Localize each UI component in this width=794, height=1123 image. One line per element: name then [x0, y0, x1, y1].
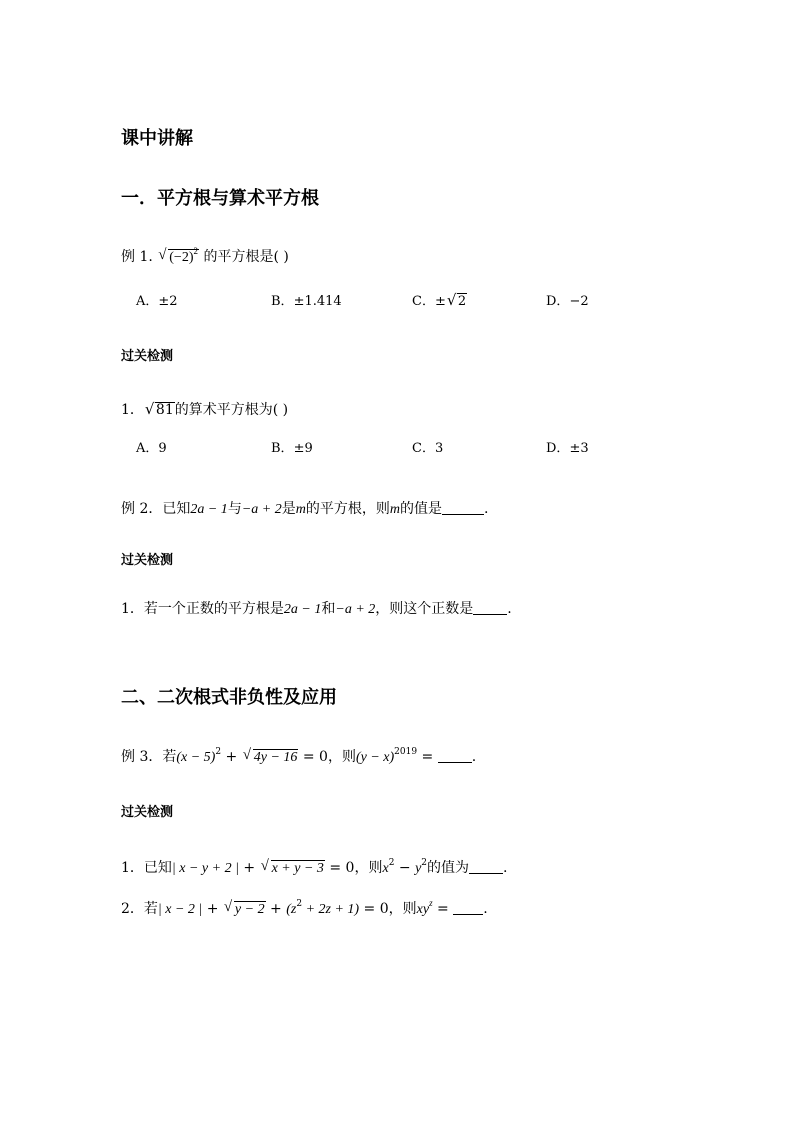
example-1-question	[121, 246, 289, 266]
example-3-question: 例 3．若$(x - 5)^2$ + √ 4y − 16 = 0，则$(y - x)^{2019}$ = .	[121, 746, 476, 766]
example-1-exponent: 2	[193, 246, 198, 256]
question-radicand: 81	[155, 402, 174, 418]
example-1-radicand: (−2)	[169, 250, 194, 265]
expression: 2a − 1	[190, 502, 228, 517]
example-2-question: 例 2．已知2a − 1与−a + 2是m的平方根，则m的值是 .	[121, 501, 489, 517]
check-heading-3: 过关检测	[121, 805, 174, 820]
expression: (y − x)	[355, 750, 395, 765]
check-1-option-b: B．±9	[271, 441, 313, 456]
answer-blank[interactable]	[453, 914, 483, 915]
answer-blank[interactable]	[469, 873, 503, 874]
question-number: 1．	[121, 402, 144, 418]
expression: −a + 2	[241, 502, 282, 517]
sqrt-symbol	[146, 402, 175, 418]
question-stem: 的算术平方根为( )	[174, 402, 289, 418]
example-1-option-d: D．−2	[546, 294, 589, 309]
check-heading-2: 过关检测	[121, 553, 174, 568]
answer-blank[interactable]	[438, 762, 472, 763]
example-1-option-c: C．±√ 2	[412, 290, 467, 309]
check-3-question-1: 1．已知| x − y + 2 | + √ x + y − 3 = 0，则$x^2 - y^2$的值为 .	[121, 857, 507, 877]
sqrt-symbol: √ 4y − 16	[244, 749, 299, 766]
section-1-title: 一．平方根与算术平方根	[121, 188, 319, 209]
check-heading-1: 过关检测	[121, 349, 174, 364]
page-title: 课中讲解	[121, 128, 193, 149]
check-1-option-d: D．±3	[546, 441, 589, 456]
example-1-option-b: B．±1.414	[271, 294, 342, 309]
check-1-option-c: C．3	[412, 441, 444, 456]
example-1-stem: 的平方根是( )	[203, 249, 289, 265]
check-1-option-a: A．9	[136, 441, 167, 456]
absolute-value: | x − 2 |	[157, 902, 203, 917]
sqrt-symbol: √ y − 2	[225, 901, 266, 918]
expression: 2a − 1	[283, 602, 322, 617]
sqrt-symbol: √ 2	[448, 293, 467, 309]
sqrt-symbol: √ x + y − 3	[262, 860, 325, 877]
sqrt-symbol	[159, 246, 199, 266]
section-2-title: 二、二次根式非负性及应用	[121, 687, 337, 708]
check-3-question-2: 2．若| x − 2 | + √ $y - 2 + (z^2 + 2z + 1) = 0$，则$xy^z$ = .	[121, 898, 488, 918]
example-1-label: 例 1.	[121, 249, 153, 265]
example-1-option-a: A．±2	[136, 294, 178, 309]
expression: −a + 2	[335, 602, 376, 617]
expression: (x − 5)	[176, 750, 216, 765]
absolute-value: | x − y + 2 |	[171, 861, 239, 876]
check-1-question	[121, 399, 288, 419]
answer-blank[interactable]	[473, 614, 507, 615]
check-2-question: 1．若一个正数的平方根是2a − 1和−a + 2，则这个正数是 .	[121, 601, 512, 617]
answer-blank[interactable]	[442, 514, 484, 515]
